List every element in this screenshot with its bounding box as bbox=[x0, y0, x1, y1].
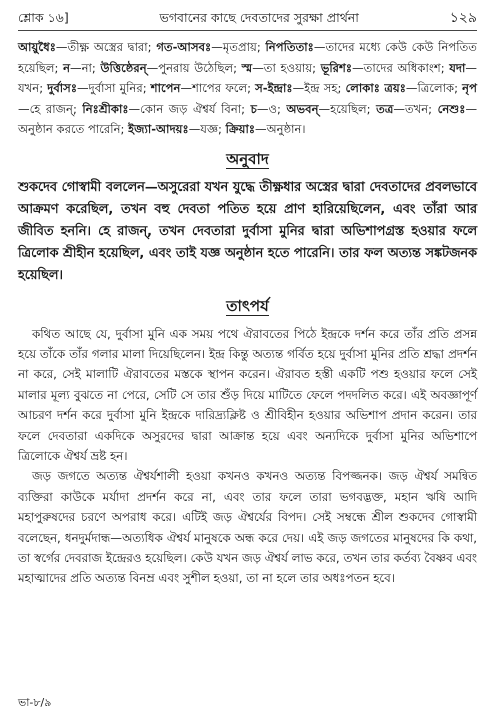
synonym-meaning: —ও; bbox=[256, 101, 287, 116]
synonym-meaning: —পুনরায় উঠেছিল; bbox=[146, 60, 242, 75]
synonym-word: ভূরিশঃ bbox=[320, 60, 353, 75]
purport-paragraph: কথিত আছে যে, দুর্বাসা মুনি এক সময় পথে ঐরাবতের পিঠে ইন্দ্রকে দর্শন করে তাঁর প্রতি প্রসন্ন হয়ে তাঁকে তাঁর গলার মালা দিয়েছিলেন। ইন্দ্র কিন্তু অত্যন্ত গর্বিত হয়ে দুর্বাসা মুনির প্রতি শ্রদ্ধা প্রদর্শন না করে, সেই মালাটি ঐরাবতের মস্তকে স্থাপন করেন। ঐরাবত হস্তী একটি পশু হওয়ার ফলে সেই মালার মূল্য বুঝতে না পেরে, সেটি সে তার শুঁড় দিয়ে মাটিতে ফেলে পদদলিত করে। এই অবজ্ঞাপূর্ণ আচরণ দর্শন করে দুর্বাসা মুনি ইন্দ্রকে দারিদ্র্যক্লিষ্ট ও শ্রীবিহীন হওয়ার অভিশাপ প্রদান করেন। তার ফলে দেবতারা একদিকে অসুরদের দ্বারা আক্রান্ত হয়ে এবং অন্যদিকে দুর্বাসা মুনির অভিশাপে ত্রিলোকে ঐশ্বর্য ভ্রষ্ট হন। bbox=[18, 326, 477, 463]
synonym-word: ইজ্যা-আদয়ঃ bbox=[128, 122, 189, 136]
translation-heading: অনুবাদ bbox=[226, 149, 269, 168]
synonym-word: তত্র bbox=[376, 101, 394, 116]
synonym-meaning: —যখন; bbox=[18, 60, 477, 95]
synonym-word: শাপেন bbox=[150, 81, 181, 95]
verse-reference: শ্লোক ১৬] bbox=[18, 10, 69, 25]
synonym-word: স-ইন্দ্রাঃ bbox=[255, 81, 293, 95]
synonym-word: লোকাঃ ত্রয়ঃ bbox=[345, 81, 406, 95]
synonym-meaning: —ইন্দ্র সহ; bbox=[292, 81, 346, 95]
synonym-meaning: —হে রাজন্; bbox=[18, 101, 83, 116]
synonym-word: নিপতিতাঃ bbox=[265, 40, 314, 54]
page-header bbox=[18, 6, 477, 28]
synonym-word: ক্রিয়াঃ bbox=[225, 122, 256, 136]
synonym-word: আয়ুধৈঃ bbox=[18, 40, 56, 54]
synonym-meaning: —তাদের অধিকাংশ; bbox=[352, 60, 450, 75]
synonyms-paragraph bbox=[18, 37, 477, 140]
synonym-meaning: —তাদের মধ্যে কেউ কেউ নিপতিত হয়েছিল; bbox=[18, 40, 478, 75]
page-footer-signature: ভা-৮/৯ bbox=[18, 696, 52, 709]
synonym-word: উত্তিষ্ঠেরন্ bbox=[100, 60, 147, 75]
synonym-meaning: —অনুষ্ঠান। bbox=[255, 122, 306, 136]
synonym-word: নেশুঃ bbox=[437, 101, 466, 116]
synonym-word: ন bbox=[63, 60, 71, 75]
purport-text bbox=[18, 324, 477, 589]
synonym-meaning: —কোন জড় ঐশ্বর্য বিনা; bbox=[128, 101, 251, 116]
synonym-meaning: —তা হওয়ায়; bbox=[252, 60, 321, 75]
synonym-meaning: —দুর্বাসা মুনির; bbox=[77, 81, 151, 95]
synonym-meaning: —ত্রিলোক; bbox=[405, 81, 463, 95]
header-divider bbox=[18, 30, 477, 31]
synonym-meaning: —যজ্ঞ; bbox=[188, 122, 226, 136]
synonym-meaning: —মৃতপ্রায়; bbox=[211, 40, 266, 54]
translation-text: শুকদেব গোস্বামী বললেন—অসুরেরা যখন যুদ্ধে তীক্ষ্ণধার অস্ত্রের দ্বারা দেবতাদের প্রবলভাবে আক্রমণ করেছিল, তখন বহু দেবতা পতিত হয়ে প্রাণ হারিয়েছিলেন, এবং তাঁরা আর জীবিত হননি। হে রাজন্, তখন দেবতারা দুর্বাসা মুনির দ্বারা অভিশাপগ্রস্ত হওয়ার ফলে ত্রিলোক শ্রীহীন হয়েছিল, এবং তাই যজ্ঞ অনুষ্ঠান হতে পারেনি। তার ফল অত্যন্ত সঙ্কটজনক হয়েছিল। bbox=[18, 179, 477, 283]
synonym-meaning: —তীক্ষ্ণ অস্ত্রের দ্বারা; bbox=[55, 40, 157, 54]
running-title: ভগবানের কাছে দেবতাদের সুরক্ষা প্রার্থনা bbox=[159, 10, 359, 25]
synonym-meaning: —শাপের ফলে; bbox=[180, 81, 256, 95]
synonym-word: স্ম bbox=[241, 60, 253, 75]
purport-paragraph: জড় জগতে অত্যন্ত ঐশ্বর্যশালী হওয়া কখনও কখনও অত্যন্ত বিপজ্জনক। জড় ঐশ্বর্য সমন্বিত ব্যক্তিরা কাউকে মর্যাদা প্রদর্শন করে না, এবং তার ফলে তারা ভগবদ্ভক্ত, মহান ঋষি আদি মহাপুরুষদের চরণে অপরাধ করে। এটিই জড় ঐশ্বর্যের বিপদ। সেই সম্বন্ধে শ্রীল শুকদেব গোস্বামী বলেছেন, ধনদুর্মদান্ধ—অত্যধিক ঐশ্বর্য মানুষকে অন্ধ করে দেয়। এই জড় জগতের মানুষদের কি কথা, তা স্বর্গের দেবরাজ ইন্দ্রেরও হয়েছিল। কেউ যখন জড় ঐশ্বর্য লাভ করে, তখন তার কর্তব্য বৈষ্ণব এবং মহাত্মাদের প্রতি অত্যন্ত বিনম্র এবং সুশীল হওয়া, তা না হলে তার অধঃপতন হবে। bbox=[18, 469, 477, 586]
synonym-word: নৃপ bbox=[462, 81, 477, 95]
synonym-word: দুর্বাসঃ bbox=[47, 81, 78, 95]
synonym-word: চ bbox=[250, 101, 257, 116]
synonym-word: অভবন্ bbox=[286, 101, 319, 116]
synonym-word: যদা bbox=[449, 60, 466, 75]
synonym-meaning: —অনুষ্ঠান করতে পারেনি; bbox=[18, 101, 478, 136]
synonym-meaning: —তখন; bbox=[393, 101, 438, 116]
synonym-meaning: —হয়েছিল; bbox=[318, 101, 377, 116]
purport-heading: তাৎপর্য bbox=[226, 296, 269, 315]
synonym-word: নিঃশ্রীকাঃ bbox=[82, 101, 129, 116]
synonym-meaning: —না; bbox=[70, 60, 101, 75]
page-number: ১২৯ bbox=[449, 10, 477, 26]
synonym-word: গত-আসবঃ bbox=[156, 40, 212, 54]
